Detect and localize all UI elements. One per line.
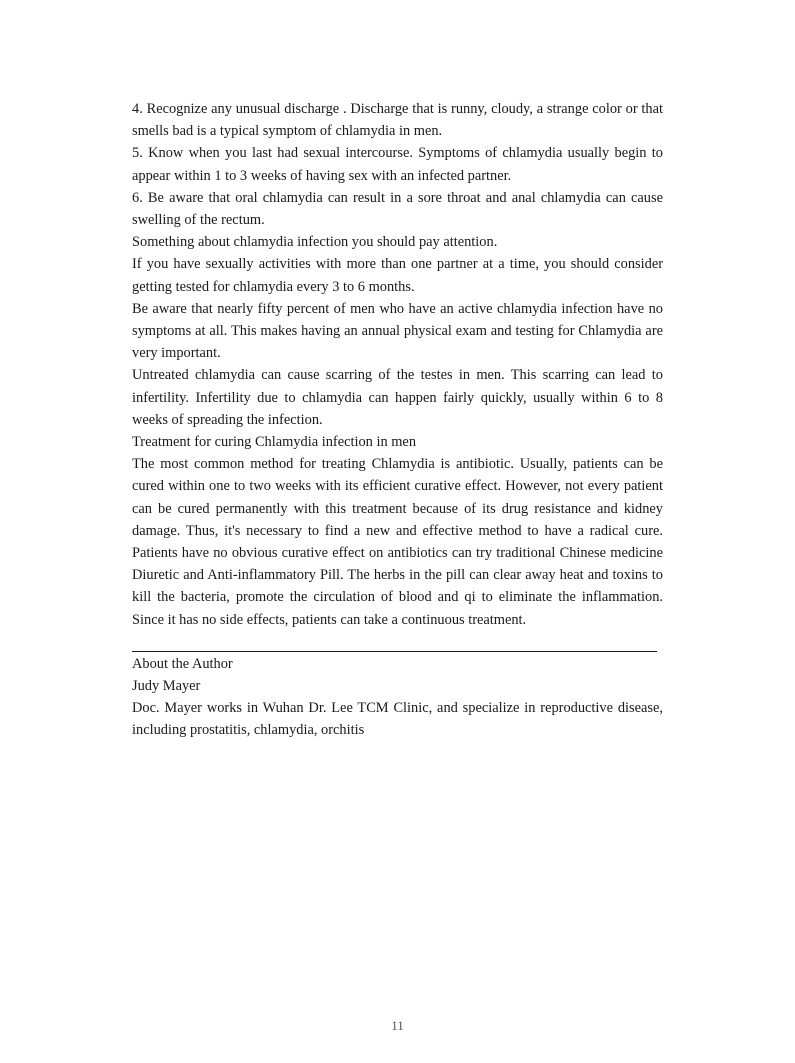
author-heading: About the Author	[132, 655, 233, 672]
paragraph-treatment-body: The most common method for treating Chlamydia is antibiotic. Usually, patients can be cured within one to two weeks with its efficient curative effect. However, not every patient can be cured permanently with this treatment because of its drug resistance and kidney damage. Thus, it's necessary to find a new and effective method to have a radical cure. Patients have no obvious curative effect on antibiotics can try traditional Chinese medicine Diuretic and Anti-inflammatory Pill. The herbs in the pill can clear away heat and toxins to kill the bacteria, promote the circulation of blood and qi to eliminate the inflammation. Since it has no side effects, patients can take a continuous treatment.	[132, 456, 663, 628]
page-number: 11	[391, 1018, 404, 1033]
section-divider	[132, 651, 657, 652]
paragraph-item-4: 4. Recognize any unusual discharge . Discharge that is runny, cloudy, a strange color or that smells bad is a typical symptom of chlamydia in men.	[132, 101, 663, 140]
attention-heading: Something about chlamydia infection you should pay attention.	[132, 234, 498, 251]
page-body	[132, 98, 663, 742]
paragraph-item-5: 5. Know when you last had sexual intercourse. Symptoms of chlamydia usually begin to appear within 1 to 3 weeks of having sex with an infected partner.	[132, 145, 663, 184]
treatment-heading: Treatment for curing Chlamydia infection in men	[132, 434, 417, 451]
paragraph-testing-advice: If you have sexually activities with more than one partner at a time, you should consider getting tested for chlamydia every 3 to 6 months.	[132, 256, 663, 295]
paragraph-item-6: 6. Be aware that oral chlamydia can result in a sore throat and anal chlamydia can cause swelling of the rectum.	[132, 189, 663, 229]
author-bio: Doc. Mayer works in Wuhan Dr. Lee TCM Clinic, and specialize in reproductive disease, including prostatitis, chlamydia, orchitis	[132, 700, 663, 739]
author-section	[132, 653, 663, 742]
paragraph-infertility-warning: Untreated chlamydia can cause scarring of the testes in men. This scarring can lead to infertility. Infertility due to chlamydia can happen fairly quickly, usually within 6 to 8 weeks of spreading the infection.	[132, 367, 663, 428]
author-name: Judy Mayer	[132, 678, 201, 695]
paragraph-asymptomatic-note: Be aware that nearly fifty percent of men who have an active chlamydia infection have no symptoms at all. This makes having an annual physical exam and testing for Chlamydia are very important.	[132, 300, 663, 362]
